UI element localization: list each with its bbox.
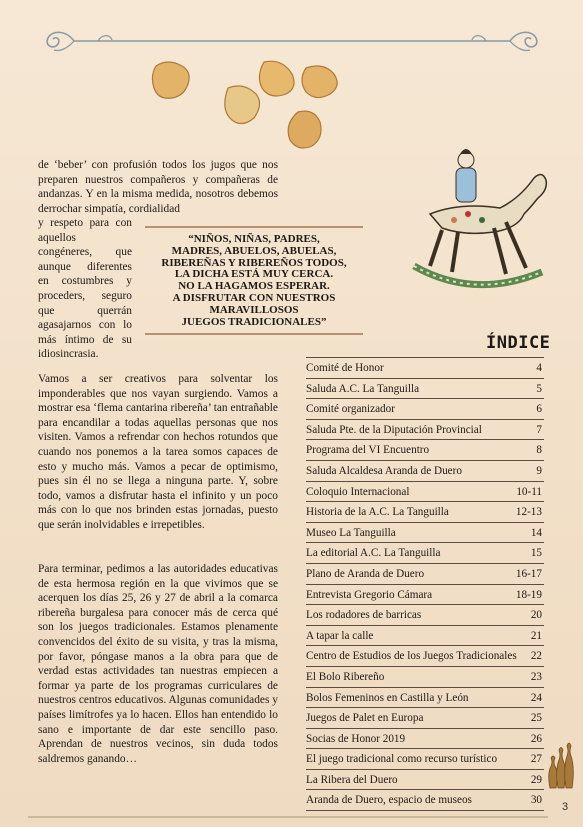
toc-page: 18-19 bbox=[515, 588, 542, 601]
toc-title: A tapar la calle bbox=[306, 629, 374, 642]
toc-page: 25 bbox=[530, 712, 542, 725]
toc-page: 23 bbox=[530, 670, 542, 683]
toc-row[interactable] bbox=[306, 605, 544, 626]
rocking-horse-icon bbox=[408, 148, 548, 298]
quote-line: JUEGOS TRADICIONALES” bbox=[181, 315, 327, 328]
toc-title: La editorial A.C. La Tanguilla bbox=[306, 547, 441, 560]
toc-page: 30 bbox=[530, 794, 542, 807]
quote-line: A DISFRUTAR CON NUESTROS bbox=[172, 291, 336, 304]
toc-page: 29 bbox=[530, 773, 542, 786]
toc-title: El Bolo Ribereño bbox=[306, 670, 385, 683]
toc-row[interactable] bbox=[306, 749, 544, 770]
toc-page: 27 bbox=[530, 753, 542, 766]
narrow-paragraph: y respeto para con aquellos congéneres, que aunque diferentes en costumbres y proceders, seguro que querrán agasajarnos con lo más íntimo de su idiosincrasia. bbox=[38, 217, 132, 361]
quote-line: “NIÑOS, NIÑAS, PADRES, bbox=[188, 233, 320, 245]
toc-row[interactable] bbox=[306, 646, 544, 667]
toc-title: Museo La Tanguilla bbox=[306, 526, 396, 539]
quote-line: MARAVILLOSOS bbox=[209, 303, 299, 316]
toc-page: 6 bbox=[536, 403, 542, 416]
toc-page: 24 bbox=[530, 691, 542, 704]
toc-title: Programa del VI Encuentro bbox=[306, 444, 430, 457]
toc-page: 8 bbox=[536, 444, 542, 457]
toc-row[interactable] bbox=[306, 564, 544, 585]
footer-divider bbox=[28, 816, 548, 818]
toc-title: Socias de Honor 2019 bbox=[306, 732, 406, 745]
toc-row[interactable] bbox=[306, 523, 544, 544]
toc-row[interactable] bbox=[306, 585, 544, 606]
bone-pieces-icon bbox=[150, 58, 362, 158]
toc-row[interactable] bbox=[306, 626, 544, 647]
toc-title: Los rodadores de barricas bbox=[306, 609, 422, 622]
toc-title: Saluda Pte. de la Diputación Provincial bbox=[306, 423, 482, 436]
toc-row[interactable] bbox=[306, 729, 544, 750]
toc-page: 21 bbox=[530, 629, 542, 642]
toc-row[interactable] bbox=[306, 543, 544, 564]
toc-row[interactable] bbox=[306, 440, 544, 461]
toc-title: Comité organizador bbox=[306, 403, 395, 416]
quote-line: NO LA HAGAMOS ESPERAR. bbox=[178, 280, 330, 293]
pull-quote bbox=[145, 226, 363, 335]
toc-row[interactable] bbox=[306, 420, 544, 441]
closing-paragraph: Para terminar, pedimos a las autoridades educativas de esta hermosa región en la que vivimos que se acerquen los días 25, 26 y 27 de abril a la comarca ribereña burgalesa para conocer más de cerca qué son los juegos tradicionales. Estamos plenamente convencidos del éxito de su visita, y tras la misma, por favor, póngase manos a la obra para que de verdad estas actividades tan nuestras empiecen a formar ya parte de los programas curriculares de nuestros centros educativos. Algunas comunidades y países limítrofes ya lo hacen. Ellos han entendido lo sano e importante de dar este sencillo paso. Aprendan de nuestros vecinos, sin duda todos saldremos ganando… bbox=[38, 563, 278, 765]
toc-page: 26 bbox=[530, 732, 542, 745]
toc-page: 20 bbox=[530, 609, 542, 622]
toc-title: La Ribera del Duero bbox=[306, 773, 398, 786]
bowling-pins-icon bbox=[546, 738, 576, 790]
toc-title: Saluda Alcaldesa Aranda de Duero bbox=[306, 464, 462, 477]
toc-title: Aranda de Duero, espacio de museos bbox=[306, 794, 472, 807]
toc-page: 14 bbox=[530, 526, 542, 539]
toc-row[interactable] bbox=[306, 461, 544, 482]
toc-title: Centro de Estudios de los Juegos Tradicionales bbox=[306, 650, 517, 663]
toc-page: 22 bbox=[530, 650, 542, 663]
toc-page: 4 bbox=[536, 362, 542, 374]
toc-page: 16-17 bbox=[515, 567, 542, 580]
toc-page: 10-11 bbox=[516, 485, 542, 498]
toc-row[interactable] bbox=[306, 688, 544, 709]
toc-row[interactable] bbox=[306, 482, 544, 503]
toc-title: Historia de la A.C. La Tanguilla bbox=[306, 506, 449, 519]
toc-page: 15 bbox=[530, 547, 542, 560]
table-of-contents bbox=[306, 357, 544, 811]
body-paragraph: Vamos a ser creativos para solventar los imponderables que nos vayan surgiendo. Vamos a mostrar esa ‘flema cantarina ribereña’ tan entrañable para encandilar a todas aquellas personas que nos visiten. Vamos a refrendar con hechos rotundos que cuando nos ponemos a la tarea somos capaces de esto y mucho más. Vamos a pecar de optimismo, pues sin él no se llega a ninguna parte. Y, sobre todo, vamos a disfrutar hasta el infinito y un poco más con lo que nos brinden estas jornadas, puesto que serán inolvidables e irrepetibles. bbox=[38, 373, 278, 531]
toc-title: El juego tradicional como recurso turístico bbox=[306, 753, 498, 766]
toc-row[interactable] bbox=[306, 379, 544, 400]
toc-row[interactable] bbox=[306, 790, 544, 811]
toc-row[interactable] bbox=[306, 667, 544, 688]
scroll-ornament-icon bbox=[38, 28, 546, 54]
toc-row[interactable] bbox=[306, 770, 544, 791]
toc-title: Coloquio Internacional bbox=[306, 485, 410, 498]
toc-title: Comité de Honor bbox=[306, 362, 384, 374]
toc-title: Saluda A.C. La Tanguilla bbox=[306, 382, 420, 395]
toc-title: Plano de Aranda de Duero bbox=[306, 567, 425, 580]
intro-paragraph: de ‘beber’ con profusión todos los jugos que nos preparen nuestros compañeros y compañeras de andanzas. Y en la misma medida, nosotros debemos derrochar simpatía, cordialidad bbox=[38, 159, 278, 215]
page-number: 3 bbox=[562, 801, 569, 813]
toc-page: 7 bbox=[536, 423, 542, 436]
toc-row[interactable] bbox=[306, 502, 544, 523]
toc-page: 9 bbox=[536, 464, 542, 477]
quote-line: LA DICHA ESTÁ MUY CERCA. bbox=[174, 268, 334, 281]
index-title: ÍNDICE bbox=[486, 333, 551, 353]
toc-title: Juegos de Palet en Europa bbox=[306, 712, 424, 725]
toc-row[interactable] bbox=[306, 399, 544, 420]
toc-row[interactable] bbox=[306, 357, 544, 379]
toc-page: 5 bbox=[536, 382, 542, 395]
toc-page: 12-13 bbox=[515, 506, 542, 519]
quote-line: MADRES, ABUELOS, ABUELAS, bbox=[171, 244, 337, 257]
quote-line: RIBEREÑAS Y RIBEREÑOS TODOS, bbox=[161, 256, 347, 269]
toc-row[interactable] bbox=[306, 708, 544, 729]
toc-title: Bolos Femeninos en Castilla y León bbox=[306, 691, 469, 704]
toc-title: Entrevista Gregorio Cámara bbox=[306, 588, 433, 601]
